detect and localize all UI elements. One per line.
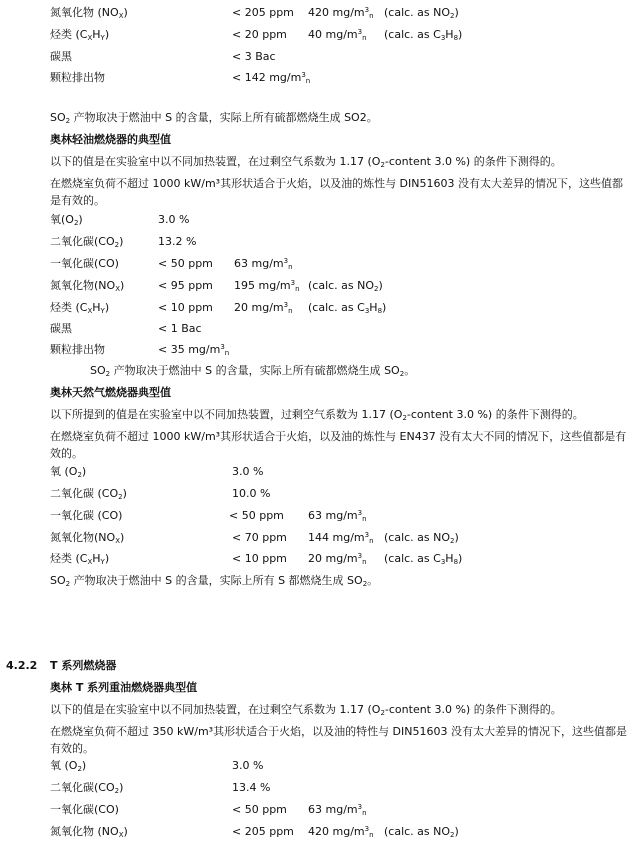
row-label: 氧$(O_2)$ [50, 213, 83, 227]
row-label: 颗粒排出物 [50, 71, 105, 84]
row-mg: 63 $mg/m^3_n$ [308, 803, 367, 817]
row-calc: (calc. as $C_3H_8$) [384, 28, 463, 42]
row-calc: (calc. as $NO_2$) [384, 825, 459, 839]
section-title: T 系列燃烧器 [50, 659, 117, 672]
so2-note: $SO_2$ 产物取决于燃油中 S 的含量，实际上所有硫都燃烧生成 $SO_2$。 [90, 364, 416, 378]
row-value: < 50 ppm [232, 803, 287, 816]
row-label: 二氧化碳$(CO_2)$ [50, 781, 124, 795]
row-value: 10.0 % [232, 487, 271, 500]
row-value: < 50 ppm [158, 257, 213, 270]
row-calc: (calc. as $NO_2$) [308, 279, 383, 293]
paragraph: 在燃烧室负荷不超过 350 kW/m³其形状适合于火焰，以及油的特性与 DIN51603 没有太大差异的情况下，这些值都是有效的。 [50, 725, 627, 755]
row-value: < 142 $mg/m^3_n$ [232, 71, 311, 85]
row-value: < 205 ppm [232, 6, 294, 19]
so2-note: $SO_2$ 产物取决于燃油中 S 的含量，实际上所有 S 都燃烧生成 $SO_2$。 [50, 574, 379, 588]
row-label: 氮氧化物$(NO_X)$ [50, 279, 125, 293]
row-label: 烃类 $(C_XH_Y)$ [50, 301, 110, 315]
section-number: 4.2.2 [6, 659, 38, 672]
paragraph: 以下的值是在实验室中以不同加热装置，在过剩空气系数为 1.17 ($O_2$-content 3.0 %) 的条件下测得的。 [50, 155, 562, 169]
row-mg: 20 $mg/m^3_n$ [234, 301, 293, 315]
row-label: 一氧化碳(CO) [50, 257, 119, 270]
row-label: 二氧化碳 $(CO_2)$ [50, 487, 127, 501]
row-value: < 1 Bac [158, 322, 202, 335]
row-calc: (calc. as $NO_2$) [384, 6, 459, 20]
row-label: 氮氧化物 $(NO_X)$ [50, 825, 128, 839]
row-mg: 20 $mg/m^3_n$ [308, 552, 367, 566]
row-label: 氮氧化物 $(NO_X)$ [50, 6, 128, 20]
row-calc: (calc. as $NO_2$) [384, 531, 459, 545]
section-heading-light-oil: 奥林轻油燃烧器的典型值 [50, 133, 171, 146]
row-value: < 10 ppm [232, 552, 287, 565]
row-mg: 195 $mg/m^3_n$ [234, 279, 300, 293]
paragraph: 以下的值是在实验室中以不同加热装置，在过剩空气系数为 1.17 ($O_2$-content 3.0 %) 的条件下测得的。 [50, 703, 562, 717]
row-mg: 144 $mg/m^3_n$ [308, 531, 374, 545]
row-label: 碳黑 [50, 322, 72, 335]
row-value: 3.0 % [232, 465, 264, 478]
row-label: 二氧化碳$(CO_2)$ [50, 235, 124, 249]
row-label: 颗粒排出物 [50, 343, 105, 356]
row-value: < 50 ppm [229, 509, 284, 522]
row-label: 一氧化碳 (CO) [50, 509, 123, 522]
row-value: < 70 ppm [232, 531, 287, 544]
row-mg: 420 $mg/m^3_n$ [308, 825, 374, 839]
row-value: < 10 ppm [158, 301, 213, 314]
row-label: 碳黑 [50, 50, 72, 63]
section-heading-gas: 奥林天然气燃烧器典型值 [50, 386, 171, 399]
row-label: 烃类 $(C_XH_Y)$ [50, 552, 110, 566]
section-heading-heavy-oil: 奥林 T 系列重油燃烧器典型值 [50, 681, 198, 694]
row-value: < 95 ppm [158, 279, 213, 292]
so2-note: $SO_2$ 产物取决于燃油中 S 的含量，实际上所有硫都燃烧生成 SO2。 [50, 111, 378, 125]
paragraph: 以下所提到的值是在实验室中以不同加热装置，过剩空气系数为 1.17 ($O_2$-content 3.0 %) 的条件下测得的。 [50, 408, 584, 422]
row-mg: 40 $mg/m^3_n$ [308, 28, 367, 42]
row-value: 3.0 % [232, 759, 264, 772]
row-label: 氮氧化物$(NO_X)$ [50, 531, 125, 545]
row-value: < 35 $mg/m^3_n$ [158, 343, 230, 357]
row-calc: (calc. as $C_3H_8$) [384, 552, 463, 566]
row-calc: (calc. as $C_3H_8$) [308, 301, 387, 315]
paragraph: 在燃烧室负荷不超过 1000 kW/m³其形状适合于火焰，以及油的炼性与 EN437 没有太大不同的情况下，这些值都是有效的。 [50, 430, 627, 460]
row-value: < 205 ppm [232, 825, 294, 838]
row-mg: 63 $mg/m^3_n$ [234, 257, 293, 271]
row-label: 烃类 $(C_XH_Y)$ [50, 28, 110, 42]
row-value: 13.4 % [232, 781, 271, 794]
row-value: 3.0 % [158, 213, 190, 226]
row-label: 一氧化碳(CO) [50, 803, 119, 816]
row-mg: 420 $mg/m^3_n$ [308, 6, 374, 20]
paragraph: 在燃烧室负荷不超过 1000 kW/m³其形状适合于火焰，以及油的炼性与 DIN51603 没有太大差异的情况下，这些值都是有效的。 [50, 177, 623, 207]
row-value: < 3 Bac [232, 50, 276, 63]
row-mg: 63 $mg/m^3_n$ [308, 509, 367, 523]
row-value: < 20 ppm [232, 28, 287, 41]
row-label: 氧 $(O_2)$ [50, 465, 87, 479]
row-label: 氧 $(O_2)$ [50, 759, 87, 773]
row-value: 13.2 % [158, 235, 197, 248]
